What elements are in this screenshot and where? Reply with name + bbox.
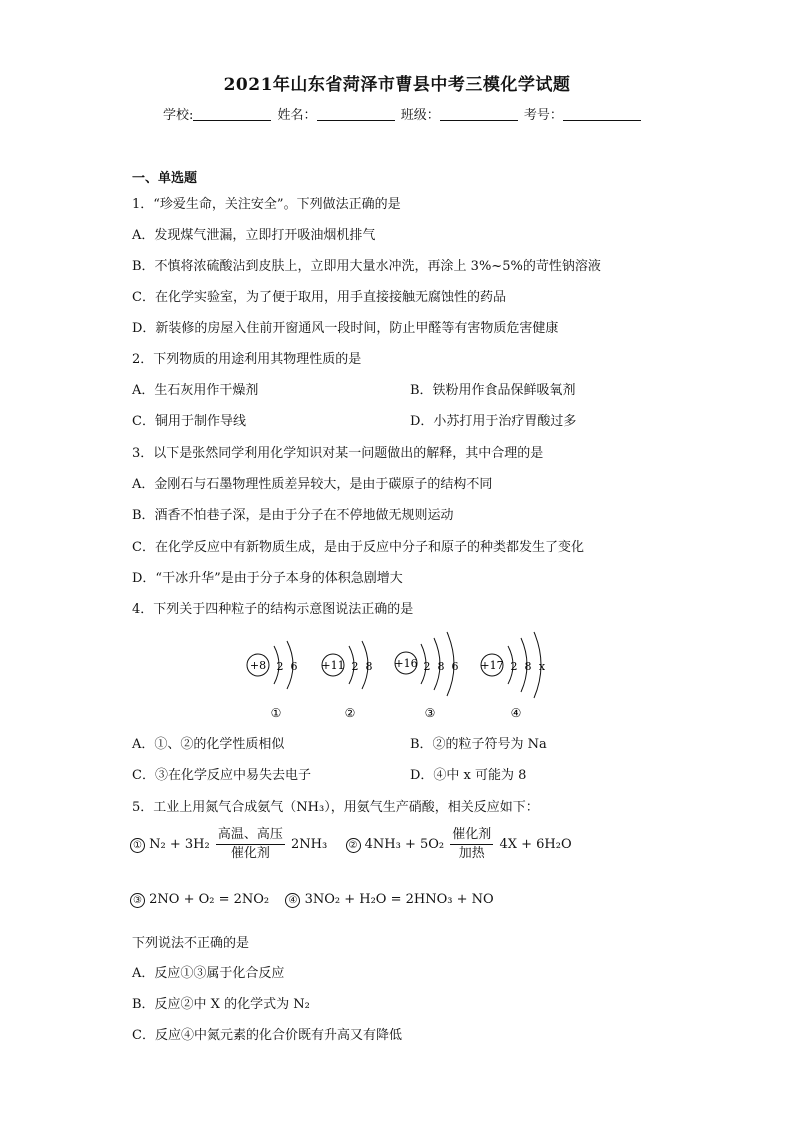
q3-option-a: A．金刚石与石墨物理性质差异较大，是由于碳原子的结构不同 bbox=[132, 477, 493, 492]
section-heading: 一、单选题 bbox=[132, 171, 198, 186]
eq1-products: 2NH₃ bbox=[291, 837, 328, 852]
name-blank[interactable] bbox=[317, 108, 395, 121]
particle-3-shell-3: 6 bbox=[451, 660, 459, 673]
particle-3-diagram bbox=[394, 632, 458, 720]
class-blank[interactable] bbox=[440, 108, 518, 121]
eq4-text: 3NO₂ + H₂O = 2HNO₃ + NO bbox=[304, 892, 494, 907]
particle-1-diagram bbox=[247, 641, 298, 720]
eq1-condition-top: 高温、高压 bbox=[216, 826, 285, 845]
particle-2-label: ② bbox=[344, 706, 356, 720]
q2-option-b: B．铁粉用作食品保鲜吸氧剂 bbox=[410, 383, 576, 398]
particle-3-shell-2: 8 bbox=[437, 660, 445, 673]
particle-4-shell-2: 8 bbox=[524, 660, 532, 673]
exam-no-blank[interactable] bbox=[563, 108, 641, 121]
q4-stem: 4．下列关于四种粒子的结构示意图说法正确的是 bbox=[132, 602, 414, 617]
eq1-condition bbox=[216, 826, 285, 863]
eq1-condition-bottom: 催化剂 bbox=[230, 846, 270, 861]
q4-option-d: D．④中 x 可能为 8 bbox=[410, 768, 527, 783]
particle-3-label: ③ bbox=[424, 706, 436, 720]
eq2-number: ② bbox=[346, 838, 361, 853]
particle-1-shell-2: 6 bbox=[290, 660, 298, 673]
eq3-text: 2NO + O₂ = 2NO₂ bbox=[149, 892, 270, 907]
q5-option-b: B．反应②中 X 的化学式为 N₂ bbox=[132, 997, 310, 1012]
eq2-condition bbox=[450, 826, 493, 863]
q3-option-b: B．酒香不怕巷子深，是由于分子在不停地做无规则运动 bbox=[132, 508, 454, 523]
q2-stem: 2．下列物质的用途利用其物理性质的是 bbox=[132, 352, 362, 367]
eq1-number: ① bbox=[130, 838, 145, 853]
q1-stem: 1．“珍爱生命，关注安全”。下列做法正确的是 bbox=[132, 197, 401, 212]
particle-2-shell-2: 8 bbox=[365, 660, 373, 673]
q4-option-c: C．③在化学反应中易失去电子 bbox=[132, 768, 311, 783]
q5-option-c: C．反应④中氮元素的化合价既有升高又有降低 bbox=[132, 1028, 402, 1043]
particle-3-shell-1: 2 bbox=[423, 660, 431, 673]
q2-option-c: C．铜用于制作导线 bbox=[132, 414, 246, 429]
q1-option-c: C．在化学实验室，为了便于取用，用手直接接触无腐蚀性的药品 bbox=[132, 290, 506, 305]
eq4-number: ④ bbox=[285, 893, 300, 908]
q3-option-d: D．“干冰升华”是由于分子本身的体积急剧增大 bbox=[132, 571, 403, 586]
reaction-equations-row-2 bbox=[130, 892, 494, 908]
particle-4-label: ④ bbox=[510, 706, 522, 720]
particle-4-nucleus: +17 bbox=[480, 659, 504, 672]
reaction-equations-row-1 bbox=[130, 826, 572, 863]
particle-2-nucleus: +11 bbox=[321, 659, 345, 672]
particle-1-shell-1: 2 bbox=[276, 660, 284, 673]
exam-no-label: 考号： bbox=[523, 108, 563, 123]
particle-2-shell-1: 2 bbox=[351, 660, 359, 673]
eq2-reactants: 4NH₃ + 5O₂ bbox=[364, 837, 445, 852]
eq1-reactants: N₂ + 3H₂ bbox=[149, 837, 210, 852]
q5-sub-stem: 下列说法不正确的是 bbox=[132, 936, 250, 951]
eq2-condition-bottom: 加热 bbox=[458, 846, 485, 861]
eq3-number: ③ bbox=[130, 893, 145, 908]
school-blank[interactable] bbox=[193, 108, 271, 121]
name-label: 姓名： bbox=[277, 108, 317, 123]
eq2-condition-top: 催化剂 bbox=[450, 826, 493, 845]
particle-2-diagram bbox=[321, 641, 372, 720]
particle-4-shell-3: x bbox=[538, 660, 546, 673]
eq2-products: 4X + 6H₂O bbox=[499, 837, 572, 852]
q1-option-d: D．新装修的房屋入住前开窗通风一段时间，防止甲醛等有害物质危害健康 bbox=[132, 321, 559, 336]
q2-option-a: A．生石灰用作干燥剂 bbox=[132, 383, 259, 398]
q5-option-a: A．反应①③属于化合反应 bbox=[132, 966, 285, 981]
atom-structure-diagrams bbox=[0, 620, 794, 730]
particle-4-diagram bbox=[480, 632, 546, 720]
student-info-row bbox=[163, 104, 643, 123]
q3-option-c: C．在化学反应中有新物质生成，是由于反应中分子和原子的种类都发生了变化 bbox=[132, 540, 584, 555]
particle-1-label: ① bbox=[270, 706, 282, 720]
q1-option-a: A．发现煤气泄漏，立即打开吸油烟机排气 bbox=[132, 228, 376, 243]
q2-option-d: D．小苏打用于治疗胃酸过多 bbox=[410, 414, 577, 429]
q3-stem: 3．以下是张然同学利用化学知识对某一问题做出的解释，其中合理的是 bbox=[132, 446, 544, 461]
particle-3-nucleus: +16 bbox=[394, 657, 418, 670]
q4-option-a: A．①、②的化学性质相似 bbox=[132, 737, 285, 752]
page-title: 2021年山东省菏泽市曹县中考三模化学试题 bbox=[223, 75, 571, 95]
particle-4-shell-1: 2 bbox=[510, 660, 518, 673]
q4-option-b: B．②的粒子符号为 Na bbox=[410, 737, 547, 752]
class-label: 班级： bbox=[400, 108, 440, 123]
q5-stem: 5．工业上用氮气合成氨气（NH₃），用氨气生产硝酸，相关反应如下： bbox=[132, 800, 539, 815]
q1-option-b: B．不慎将浓硫酸沾到皮肤上，立即用大量水冲洗，再涂上 3%~5%的苛性钠溶液 bbox=[132, 259, 601, 274]
particle-1-nucleus: +8 bbox=[249, 659, 267, 672]
school-label: 学校: bbox=[163, 108, 194, 123]
